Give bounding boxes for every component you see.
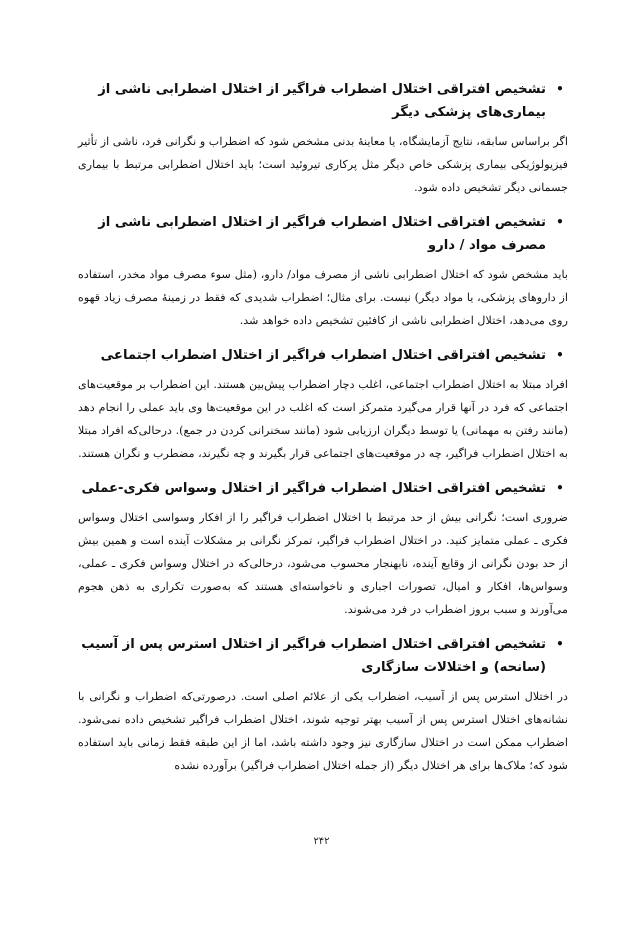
- section-social-anxiety: [78, 344, 568, 465]
- section-paragraph: باید مشخص شود که اختلال اضطرابی ناشی از مصرف مواد/ دارو، (مثل سوء مصرف مواد مخدر، استفاده از داروهای پزشکی، یا مواد دیگر) نیست. برای مثال؛ اضطراب شدیدی که فقط در زمینهٔ مصرف زیاد قهوه روی می‌دهد، اختلال اضطرابی ناشی از کافئین تشخیص داده خواهد شد.: [78, 268, 568, 327]
- section-paragraph: در اختلال استرس پس از آسیب، اضطراب یکی از علائم اصلی است. درصورتی‌که اضطراب و نگرانی با نشانه‌های اختلال استرس پس از آسیب بهتر توجیه شوند، اختلال اضطراب فراگیر تشخیص داده نمی‌شود. اضطراب ممکن است در اختلال سازگاری نیز وجود داشته باشد، اما از این طبقه فقط زمانی باید استفاده شود که؛ ملاک‌ها برای هر اختلال دیگر (از جمله اختلال اضطراب فراگیر) برآورده نشده: [78, 690, 568, 772]
- section-ocd: [78, 477, 568, 621]
- document-page: [78, 78, 568, 789]
- section-heading: [78, 78, 568, 124]
- page-number: ۲۴۲: [313, 836, 330, 847]
- bullet-icon: •: [556, 215, 564, 229]
- section-paragraph: افراد مبتلا به اختلال اضطراب اجتماعی، اغلب دچار اضطراب پیش‌بین هستند. این اضطراب بر موقعیت‌های اجتماعی که فرد در آنها قرار می‌گیرد متمرکز است که اغلب در این موقعیت‌ها وی باید عملی را انجام دهد (مانند رفتن به مهمانی) یا توسط دیگران ارزیابی شود (مانند سخنرانی کردن در جمع). درحالی‌که افراد مبتلا به اختلال اضطراب فراگیر، چه در موقعیت‌های اجتماعی قرار بگیرند و چه نگیرند، مضطرب و نگران هستند.: [78, 378, 568, 460]
- section-heading: [78, 211, 568, 257]
- section-heading: [78, 633, 568, 679]
- section-medical-condition: [78, 78, 568, 199]
- section-ptsd: [78, 633, 568, 777]
- heading-text: تشخیص افتراقی اختلال اضطراب فراگیر از اختلال اضطراب اجتماعی: [100, 348, 546, 363]
- heading-text: تشخیص افتراقی اختلال اضطراب فراگیر از اختلال اضطرابی ناشی از مصرف مواد / دارو: [98, 215, 546, 253]
- bullet-icon: •: [556, 637, 564, 651]
- heading-text: تشخیص افتراقی اختلال اضطراب فراگیر از اختلال وسواس فکری-عملی: [81, 481, 546, 496]
- section-substance-induced: [78, 211, 568, 332]
- section-heading: [78, 477, 568, 500]
- section-heading: [78, 344, 568, 367]
- heading-text: تشخیص افتراقی اختلال اضطراب فراگیر از اختلال استرس پس از آسیب (سانحه) و اختلالات سازگاری: [81, 637, 546, 675]
- heading-text: تشخیص افتراقی اختلال اضطراب فراگیر از اختلال اضطرابی ناشی از بیماری‌های پزشکی دیگر: [98, 82, 546, 120]
- section-paragraph: ضروری است؛ نگرانی بیش از حد مرتبط با اختلال اضطراب فراگیر را از افکار وسواسی اختلال وسواس فکری ـ عملی متمایز کنید. در اختلال اضطراب فراگیر، تمرکز نگرانی بر مشکلات آینده است و همین بیش از حد بودن نگرانی از وقایع آینده، نابهنجار محسوب می‌شود، درحالی‌که در اختلال وسواس فکری ـ عملی، وسواس‌ها، افکار و امیال، تصورات اجباری و ناخواسته‌ای هستند که به‌صورت تکراری به ذهن هجوم می‌آورند و سبب بروز اضطراب در فرد می‌شوند.: [78, 511, 568, 616]
- section-paragraph: اگر براساس سابقه، نتایج آزمایشگاه، یا معاینهٔ بدنی مشخص شود که اضطراب و نگرانی فرد، ناشی از تأثیر فیزیولوژیکی بیماری پزشکی خاص دیگر مثل پرکاری تیروئید است؛ باید اختلال اضطرابی مرتبط با بیماری جسمانی دیگر تشخیص داده شود.: [78, 135, 568, 194]
- bullet-icon: •: [556, 348, 564, 362]
- bullet-icon: •: [556, 481, 564, 495]
- bullet-icon: •: [556, 82, 564, 96]
